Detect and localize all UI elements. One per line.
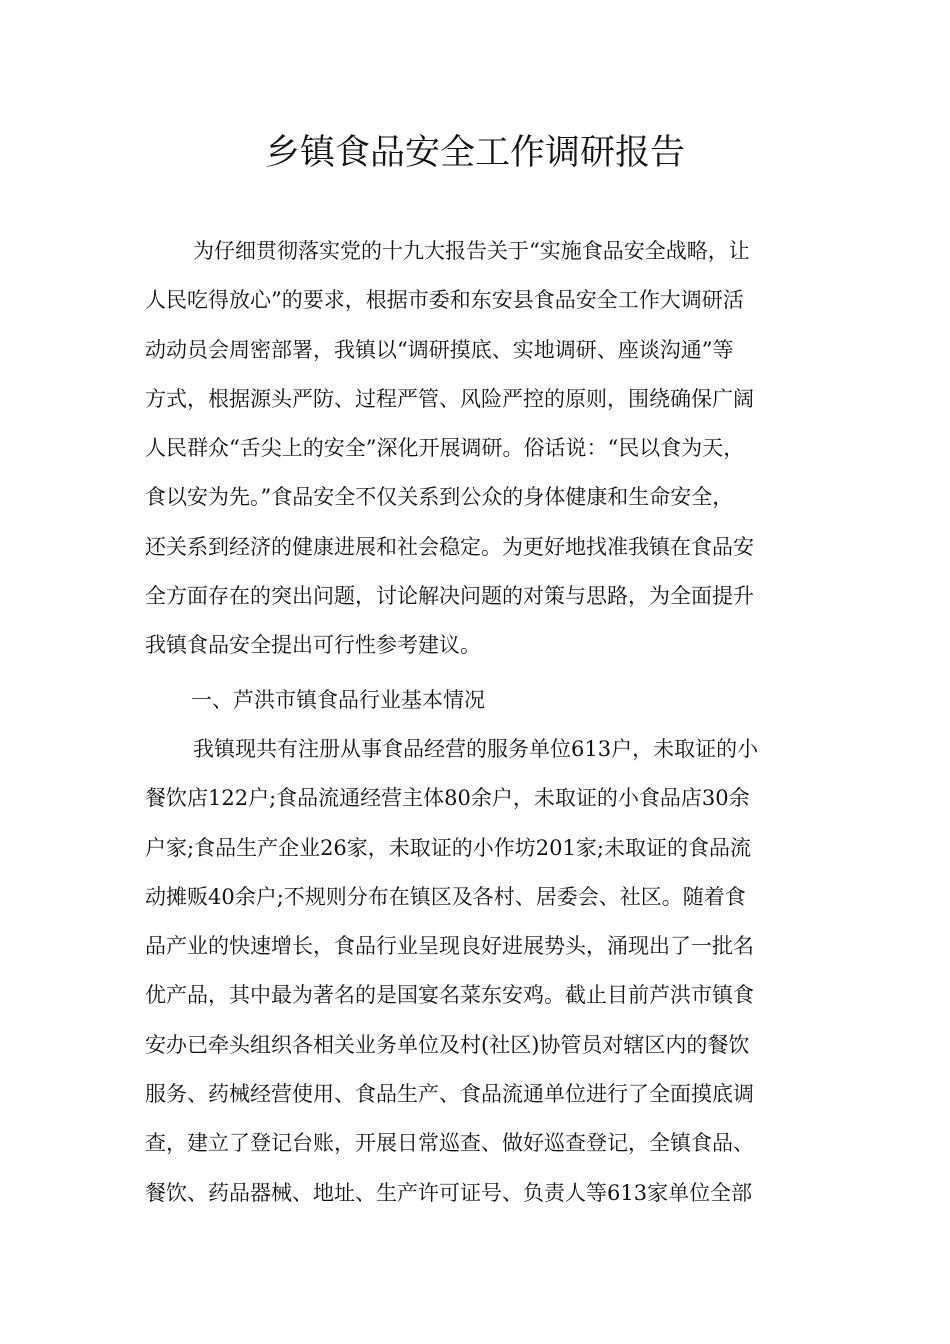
paragraph-line: 我镇食品安全提出可行性参考建议。 [145,633,481,658]
paragraph-line: 食以安为先。”食品安全不仅关系到公众的身体健康和生命安全， [145,485,734,510]
section-paragraph [145,725,821,1218]
paragraph-line: 全方面存在的突出问题，讨论解决问题的对策与思路，为全面提升 [145,584,754,609]
paragraph-line: 查，建立了登记台账，开展日常巡查、做好巡查登记，全镇食品、 [145,1131,754,1156]
paragraph-line: 人民群众“舌尖上的安全”深化开展调研。俗话说：“民以食为天， [145,436,745,461]
intro-paragraph [145,227,821,671]
paragraph-line: 动动员会周密部署，我镇以“调研摸底、实地调研、座谈沟通”等 [145,337,734,362]
paragraph-line: 服务、药械经营使用、食品生产、食品流通单位进行了全面摸底调 [145,1082,754,1107]
section-heading-block [145,676,821,725]
document-title: 乡镇食品安全工作调研报告 [264,133,685,173]
paragraph-line: 还关系到经济的健康进展和社会稳定。为更好地找准我镇在食品安 [145,534,754,559]
paragraph-line: 我镇现共有注册从事食品经营的服务单位613户，未取证的小 [193,737,759,761]
paragraph-line: 人民吃得放心”的要求，根据市委和东安县食品安全工作大调研活 [145,288,744,313]
paragraph-line: 动摊贩40余户;不规则分布在镇区及各村、居委会、社区。随着食 [145,884,746,909]
paragraph-line: 安办已牵头组织各相关业务单位及村(社区)协管员对辖区内的餐饮 [145,1032,750,1057]
section-heading: 一、芦洪市镇食品行业基本情况 [191,688,485,712]
paragraph-line: 为仔细贯彻落实党的十九大报告关于“实施食品安全战略，让 [193,239,750,263]
paragraph-line: 户家;食品生产企业26家，未取证的小作坊201家;未取证的食品流 [145,835,751,860]
paragraph-line: 品产业的快速增长，食品行业呈现良好进展势头，涌现出了一批名 [145,934,754,959]
paragraph-line: 优产品，其中最为著名的是国宴名菜东安鸡。截止目前芦洪市镇食 [145,983,754,1008]
paragraph-line: 方式，根据源头严防、过程严管、风险严控的原则，围绕确保广阔 [145,386,754,411]
paragraph-line: 餐饮、药品器械、地址、生产许可证号、负责人等613家单位全部 [145,1180,753,1205]
paragraph-line: 餐饮店122户;食品流通经营主体80余户，未取证的小食品店30余 [145,786,750,811]
